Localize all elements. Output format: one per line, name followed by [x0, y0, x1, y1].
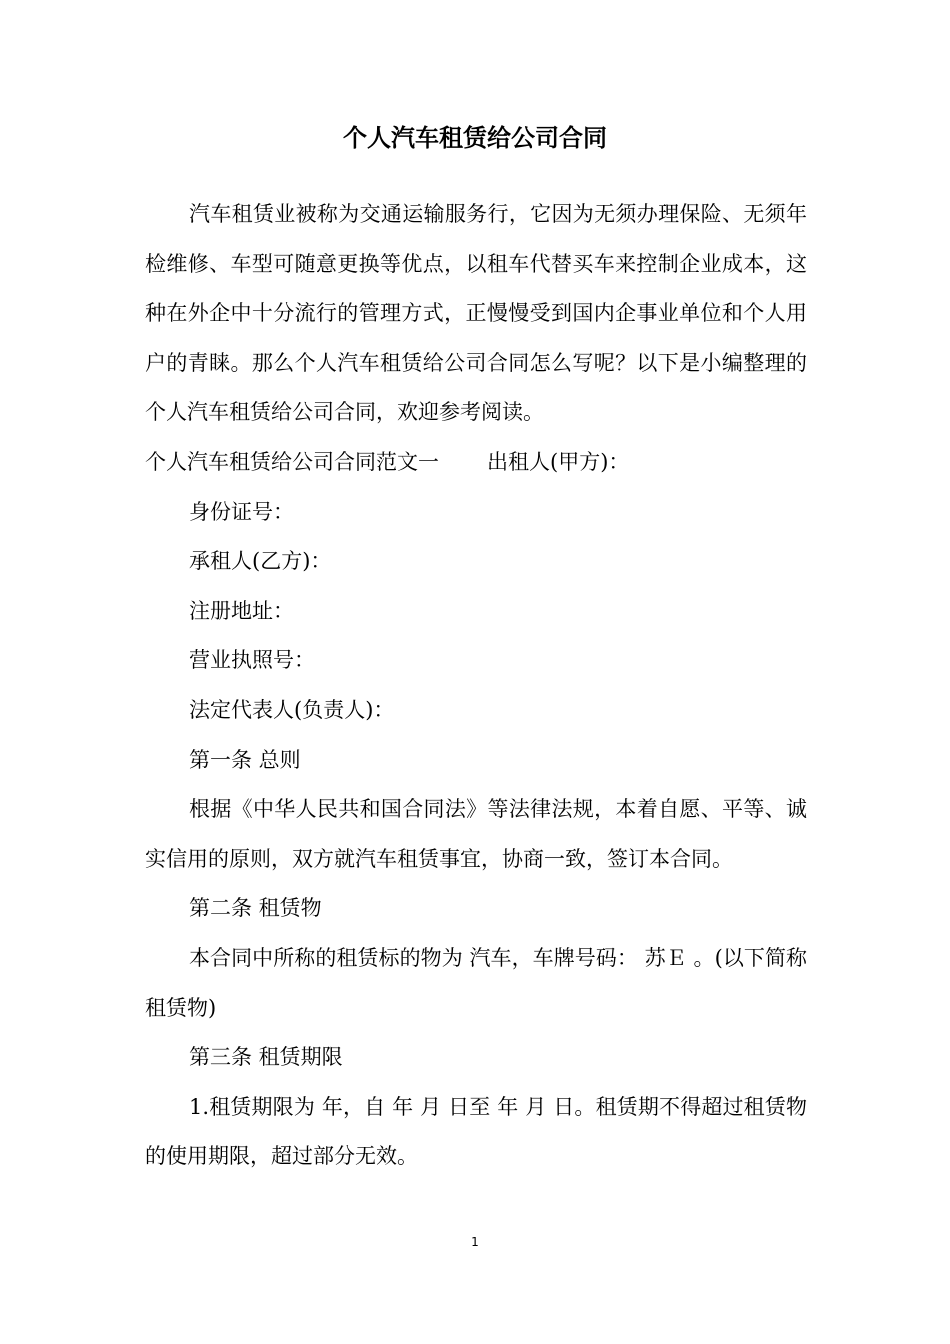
lessee-field: 承租人(乙方)： [189, 549, 332, 574]
lessor-field: 出租人(甲方)： [487, 449, 630, 474]
article3-title: 第三条 租赁期限 [189, 1045, 343, 1070]
sample-heading-line [145, 438, 807, 488]
document-body [145, 190, 807, 1182]
id-number-field: 身份证号： [189, 499, 294, 524]
article2-title: 第二条 租赁物 [189, 896, 322, 921]
sample-heading: 个人汽车租赁给公司合同范文一 [145, 449, 439, 474]
document-title: 个人汽车租赁给公司合同 [343, 124, 607, 152]
article2-body: 本合同中所称的租赁标的物为 汽车，车牌号码： 苏Ｅ 。(以下简称租赁物) [145, 945, 807, 1020]
article1-body: 根据《中华人民共和国合同法》等法律法规，本着自愿、平等、诚实信用的原则，双方就汽车租赁事宜，协商一致，签订本合同。 [145, 797, 807, 871]
intro-paragraph: 汽车租赁业被称为交通运输服务行，它因为无须办理保险、无须年检维修、车型可随意更换等优点，以租车代替买车来控制企业成本，这种在外企中十分流行的管理方式，正慢慢受到国内企事业单位和个人用户的青睐。那么个人汽车租赁给公司合同怎么写呢？以下是小编整理的个人汽车租赁给公司合同，欢迎参考阅读。 [145, 202, 807, 425]
address-field: 注册地址： [189, 598, 294, 623]
article1-title: 第一条 总则 [189, 747, 301, 772]
page-number: 1 [471, 1235, 479, 1249]
license-field: 营业执照号： [189, 648, 315, 673]
article3-item1: 1.租赁期限为 年，自 年 月 日至 年 月 日。租赁期不得超过租赁物的使用期限，超过部分无效。 [145, 1094, 807, 1169]
legal-rep-field: 法定代表人(负责人)： [189, 697, 395, 722]
